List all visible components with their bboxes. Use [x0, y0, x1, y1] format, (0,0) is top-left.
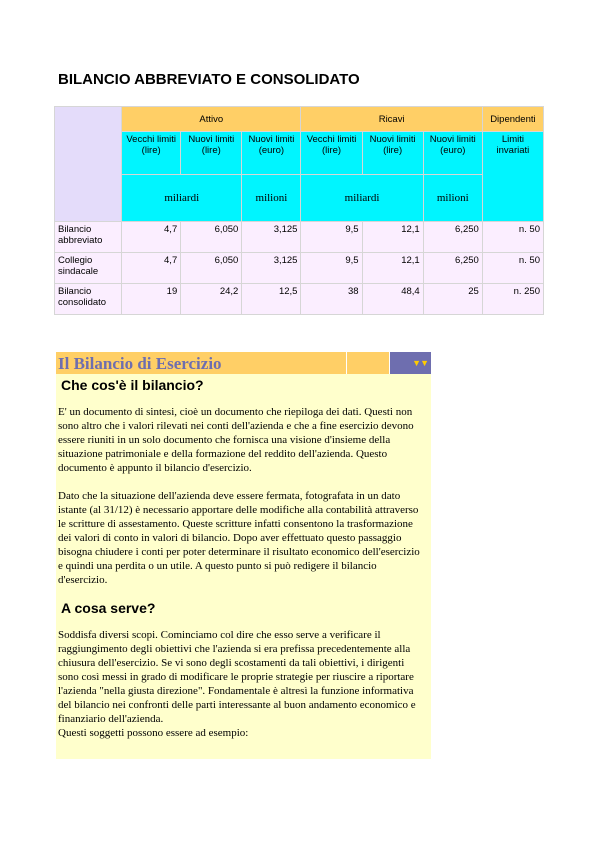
table-cell: 12,5	[242, 284, 300, 314]
unit-attivo-euro: milioni	[242, 175, 300, 221]
group-header-ricavi: Ricavi	[301, 107, 481, 131]
article-box	[56, 352, 431, 759]
table-cell: 3,125	[242, 222, 300, 252]
limits-table	[54, 106, 544, 315]
table-cell: 9,5	[301, 222, 361, 252]
table-row	[55, 284, 543, 314]
unit-row	[55, 175, 543, 221]
group-header-attivo: Attivo	[122, 107, 300, 131]
table-cell: 6,250	[424, 253, 482, 283]
corner-cell	[55, 107, 121, 221]
row-label: Collegio sindacale	[55, 253, 121, 283]
double-triangle-down-icon[interactable]: ▼▼	[390, 352, 431, 374]
paragraph: E' un documento di sintesi, cioè un documento che riepiloga dei dati. Questi non sono altro che i valori rilevati nei conti dell'azienda e che a fine esercizio devono essere riuniti in un solo documento che fornisca una visione d'insieme della situazione patrimoniale e della formazione del reddito dell'azienda. Questo documento è appunto il bilancio d'esercizio.	[58, 406, 414, 474]
paragraph: Soddisfa diversi scopi. Cominciamo col dire che esso serve a verificare il raggiungimento degli obiettivi che l'azienda si era prefissa precedentemente alla chiusura dell'esercizio. Se vi sono degli scostamenti da tali obiettivi, i dirigenti sono così messi in grado di modificare le proprie strategie per riuscire a riportare l'azienda "nella giusta direzione". Fondamentale è altresì la funzione informativa del bilancio nei confronti delle parti interessante al buon andamento economico e finanziario dell'azienda.	[58, 629, 416, 725]
table-cell: 3,125	[242, 253, 300, 283]
table-cell: 9,5	[301, 253, 361, 283]
table-cell: n. 50	[483, 222, 543, 252]
question-heading: Che cos'è il bilancio?	[61, 377, 204, 393]
table-cell: 19	[122, 284, 180, 314]
row-label: Bilancio consolidato	[55, 284, 121, 314]
group-header-row	[55, 107, 543, 131]
paragraph: Questi soggetti possono essere ad esempio:	[58, 727, 249, 739]
table-cell: 25	[424, 284, 482, 314]
table-cell: 24,2	[181, 284, 241, 314]
subheader-ricavi-new-lire: Nuovi limiti (lire)	[363, 132, 423, 174]
table-cell: 12,1	[363, 253, 423, 283]
subheader-ricavi-new-euro: Nuovi limiti (euro)	[424, 132, 482, 174]
subheader-row	[55, 132, 543, 174]
section-title: Il Bilancio di Esercizio	[58, 354, 222, 373]
article-header	[56, 352, 431, 374]
subheader-attivo-new-lire: Nuovi limiti (lire)	[181, 132, 241, 174]
question-heading: A cosa serve?	[61, 600, 156, 616]
subheader-dipendenti: Limiti invariati	[483, 132, 543, 221]
header-divider	[346, 352, 347, 374]
unit-ricavi-euro: milioni	[424, 175, 482, 221]
table-cell: 12,1	[363, 222, 423, 252]
table-row	[55, 222, 543, 252]
table-row	[55, 253, 543, 283]
unit-ricavi-lire: miliardi	[301, 175, 422, 221]
table-cell: 4,7	[122, 253, 180, 283]
subheader-attivo-new-euro: Nuovi limiti (euro)	[242, 132, 300, 174]
table-cell: n. 50	[483, 253, 543, 283]
subheader-attivo-old: Vecchi limiti (lire)	[122, 132, 180, 174]
subheader-ricavi-old: Vecchi limiti (lire)	[301, 132, 361, 174]
table-cell: n. 250	[483, 284, 543, 314]
table-cell: 48,4	[363, 284, 423, 314]
row-label: Bilancio abbreviato	[55, 222, 121, 252]
table-cell: 6,250	[424, 222, 482, 252]
table-cell: 6,050	[181, 222, 241, 252]
paragraph: Dato che la situazione dell'azienda deve essere fermata, fotografata in un dato istante (al 31/12) è necessario apportare delle modifiche alla contabilità attraverso le scritture di assestamento. Queste scritture infatti consentono la trasformazione dei valori di conto in valori di bilancio. Dopo aver effettuato questo passaggio bisogna chiudere i conti per poter determinare il risultato economico dell'esercizio e quindi una perdita o un utile. A questo punto si può redigere il bilancio d'esercizio.	[58, 490, 420, 586]
document-title: BILANCIO ABBREVIATO E CONSOLIDATO	[58, 71, 360, 88]
group-header-dipendenti: Dipendenti	[483, 107, 543, 131]
table-cell: 4,7	[122, 222, 180, 252]
table-cell: 38	[301, 284, 361, 314]
table-cell: 6,050	[181, 253, 241, 283]
unit-attivo-lire: miliardi	[122, 175, 241, 221]
